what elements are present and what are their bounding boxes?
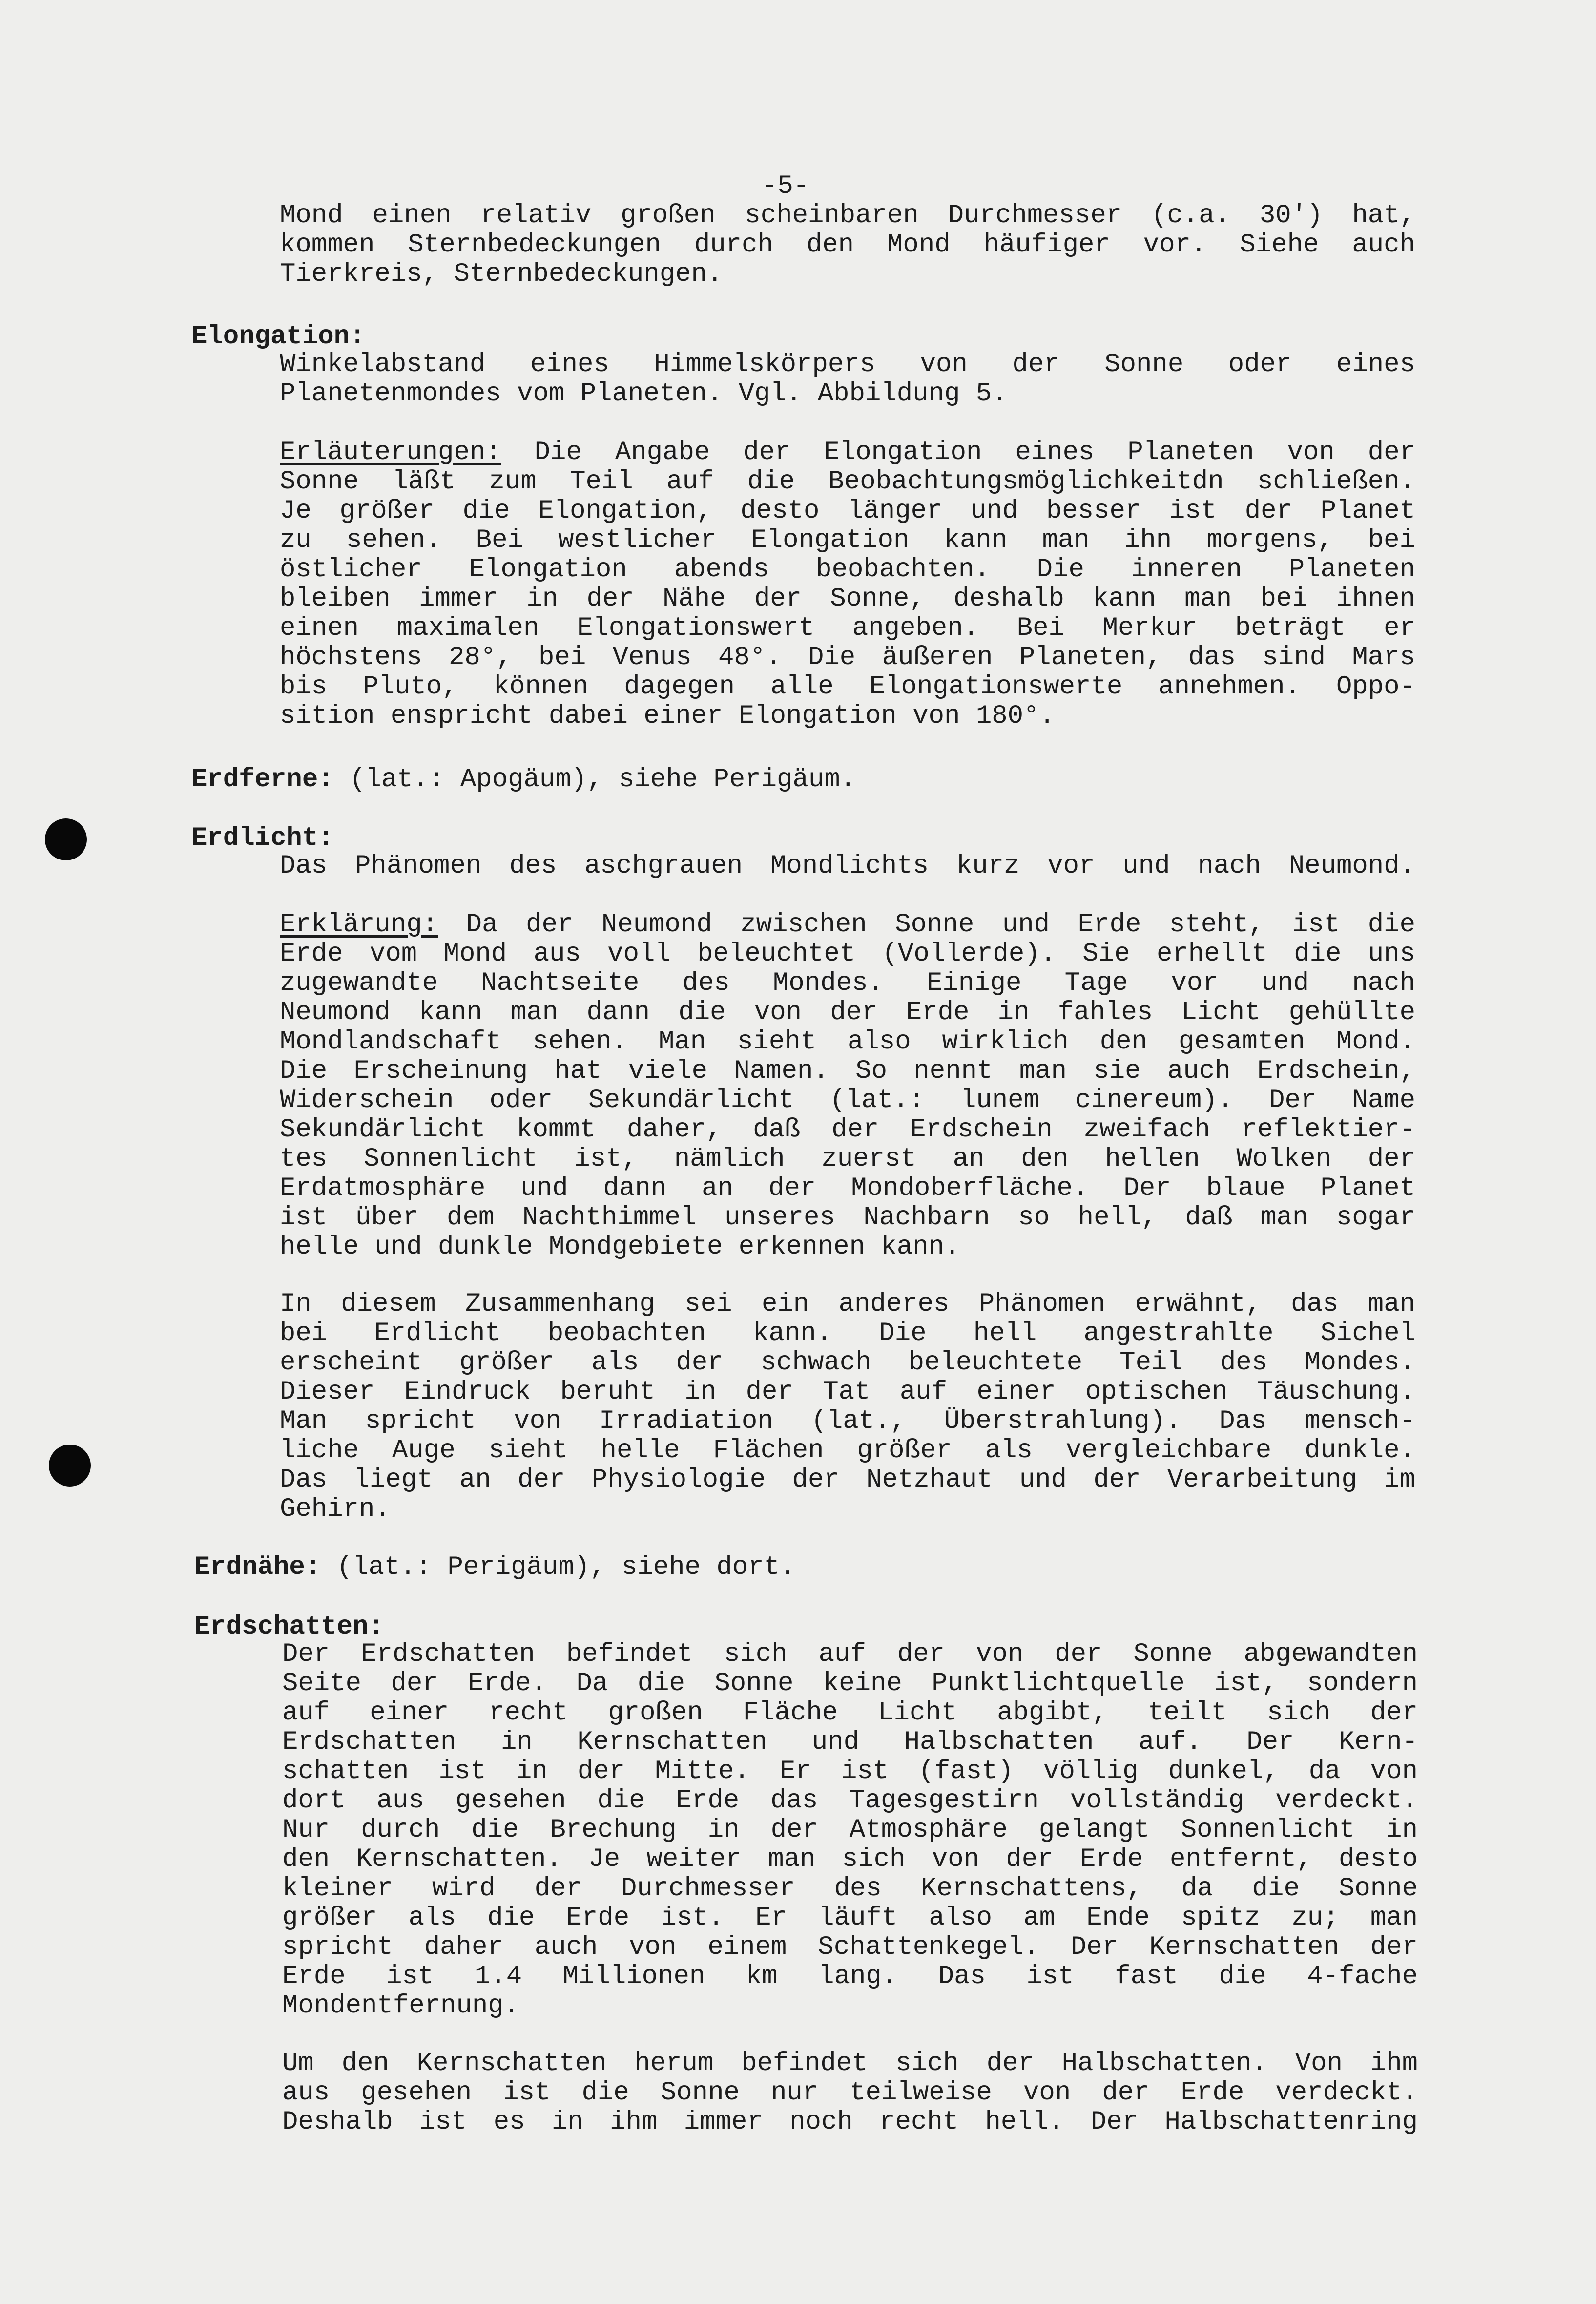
text-line: Erläuterungen: Die Angabe der Elongation eines Planeten von der: [280, 438, 1415, 467]
text-line: dort aus gesehen die Erde das Tagesgestirn vollständig verdeckt.: [282, 1786, 1418, 1816]
term-elongation: Elongation:: [191, 322, 366, 352]
text-line: Erdschatten in Kernschatten und Halbschatten auf. Der Kern-: [282, 1727, 1418, 1757]
explanation-label: Erklärung:: [280, 910, 438, 940]
text-line: Tierkreis, Sternbedeckungen.: [280, 259, 723, 289]
intro-paragraph: [280, 201, 1415, 289]
text-line: Sekundärlicht kommt daher, daß der Erdschein zweifach reflektier-: [280, 1115, 1415, 1145]
term-erdnaehe: Erdnähe: (lat.: Perigäum), siehe dort.: [194, 1552, 796, 1582]
term-erdschatten: Erdschatten:: [194, 1612, 384, 1642]
text-line: auf einer recht großen Fläche Licht abgibt, teilt sich der: [282, 1698, 1418, 1728]
text-line: Gehirn.: [280, 1494, 391, 1524]
text-line: zugewandte Nachtseite des Mondes. Einige Tage vor und nach: [280, 968, 1415, 998]
text-line: Mondlandschaft sehen. Man sieht also wirklich den gesamten Mond.: [280, 1027, 1415, 1057]
text-line: tes Sonnenlicht ist, nämlich zuerst an den hellen Wolken der: [280, 1144, 1415, 1174]
text-line: Das liegt an der Physiologie der Netzhaut und der Verarbeitung im: [280, 1465, 1415, 1495]
text-line: Nur durch die Brechung in der Atmosphäre gelangt Sonnenlicht in: [282, 1815, 1418, 1845]
text-line: Erde ist 1.4 Millionen km lang. Das ist fast die 4-fache: [282, 1962, 1418, 1991]
text-line: bis Pluto, können dagegen alle Elongationswerte annehmen. Oppo-: [280, 672, 1415, 702]
text-line: Um den Kernschatten herum befindet sich der Halbschatten. Von ihm: [282, 2049, 1418, 2078]
text-line: sition enspricht dabei einer Elongation von 180°.: [280, 701, 1055, 731]
text-line: schatten ist in der Mitte. Er ist (fast) völlig dunkel, da von: [282, 1757, 1418, 1786]
erdferne-text: (lat.: Apogäum), siehe Perigäum.: [333, 765, 856, 795]
text-line: Die Erscheinung hat viele Namen. So nennt man sie auch Erdschein,: [280, 1056, 1415, 1086]
text-line: In diesem Zusammenhang sei ein anderes Phänomen erwähnt, das man: [280, 1289, 1415, 1319]
text-line: Neumond kann man dann die von der Erde in fahles Licht gehüllte: [280, 998, 1415, 1027]
text-line: kommen Sternbedeckungen durch den Mond häufiger vor. Siehe auch: [280, 230, 1415, 260]
text-line: bleiben immer in der Nähe der Sonne, deshalb kann man bei ihnen: [280, 584, 1415, 614]
text-line: Erdatmosphäre und dann an der Mondoberfläche. Der blaue Planet: [280, 1173, 1415, 1203]
erdschatten-paragraph-2: [282, 2049, 1418, 2137]
text-line: aus gesehen ist die Sonne nur teilweise von der Erde verdeckt.: [282, 2078, 1418, 2108]
text-line: ist über dem Nachthimmel unseres Nachbarn so hell, daß man sogar: [280, 1203, 1415, 1233]
text-line: östlicher Elongation abends beobachten. Die inneren Planeten: [280, 555, 1415, 585]
text-line: Man spricht von Irradiation (lat., Überstrahlung). Das mensch-: [280, 1406, 1415, 1436]
text-line: Der Erdschatten befindet sich auf der von der Sonne abgewandten: [282, 1639, 1418, 1669]
erdnaehe-text: (lat.: Perigäum), siehe dort.: [321, 1552, 796, 1582]
text-line: helle und dunkle Mondgebiete erkennen kann.: [280, 1232, 960, 1262]
text-line: bei Erdlicht beobachten kann. Die hell angestrahlte Sichel: [280, 1319, 1415, 1348]
text-line: Widerschein oder Sekundärlicht (lat.: lunem cinereum). Der Name: [280, 1086, 1415, 1115]
text-line: Das Phänomen des aschgrauen Mondlichts kurz vor und nach Neumond.: [280, 851, 1415, 881]
text-line: erscheint größer als der schwach beleuchtete Teil des Mondes.: [280, 1348, 1415, 1378]
page-number: -5-: [762, 171, 809, 201]
text-line: Mond einen relativ großen scheinbaren Durchmesser (c.a. 30') hat,: [280, 201, 1415, 230]
text-line: Je größer die Elongation, desto länger und besser ist der Planet: [280, 496, 1415, 526]
text-line: Seite der Erde. Da die Sonne keine Punktlichtquelle ist, sondern: [282, 1669, 1418, 1698]
text-line: kleiner wird der Durchmesser des Kernschattens, da die Sonne: [282, 1874, 1418, 1904]
text-line: Mondentfernung.: [282, 1991, 520, 2021]
erdlicht-definition: [280, 852, 1415, 881]
elongation-explanation: [280, 438, 1415, 731]
text-line: Winkelabstand eines Himmelskörpers von der Sonne oder eines: [280, 350, 1415, 379]
term-erdferne: Erdferne: (lat.: Apogäum), siehe Perigäum.: [191, 765, 856, 795]
erdlicht-explanation: [280, 910, 1415, 1262]
explanation-label: Erläuterungen:: [280, 438, 501, 467]
erdschatten-paragraph-1: [282, 1640, 1418, 2021]
text-line: höchstens 28°, bei Venus 48°. Die äußeren Planeten, das sind Mars: [280, 643, 1415, 672]
text-line: Planetenmondes vom Planeten. Vgl. Abbildung 5.: [280, 379, 1008, 409]
punch-hole-top: [45, 818, 87, 860]
text-line: liche Auge sieht helle Flächen größer als vergleichbare dunkle.: [280, 1436, 1415, 1466]
text-line: Erklärung: Da der Neumond zwischen Sonne und Erde steht, ist die: [280, 910, 1415, 940]
term-erdlicht: Erdlicht:: [191, 823, 334, 853]
text-line: Dieser Eindruck beruht in der Tat auf einer optischen Täuschung.: [280, 1377, 1415, 1407]
text-line: Sonne läßt zum Teil auf die Beobachtungsmöglichkeitdn schließen.: [280, 467, 1415, 497]
erdlicht-paragraph-2: [280, 1290, 1415, 1524]
text-line: zu sehen. Bei westlicher Elongation kann man ihn morgens, bei: [280, 525, 1415, 555]
text-line: Deshalb ist es in ihm immer noch recht hell. Der Halbschattenring: [282, 2107, 1418, 2137]
elongation-definition: [280, 350, 1415, 409]
punch-hole-bottom: [49, 1445, 91, 1487]
text-line: spricht daher auch von einem Schattenkegel. Der Kernschatten der: [282, 1932, 1418, 1962]
text-line: den Kernschatten. Je weiter man sich von der Erde entfernt, desto: [282, 1844, 1418, 1874]
text-line: Erde vom Mond aus voll beleuchtet (Vollerde). Sie erhellt die uns: [280, 939, 1415, 969]
text-line: einen maximalen Elongationswert angeben. Bei Merkur beträgt er: [280, 613, 1415, 643]
text-line: größer als die Erde ist. Er läuft also am Ende spitz zu; man: [282, 1903, 1418, 1933]
